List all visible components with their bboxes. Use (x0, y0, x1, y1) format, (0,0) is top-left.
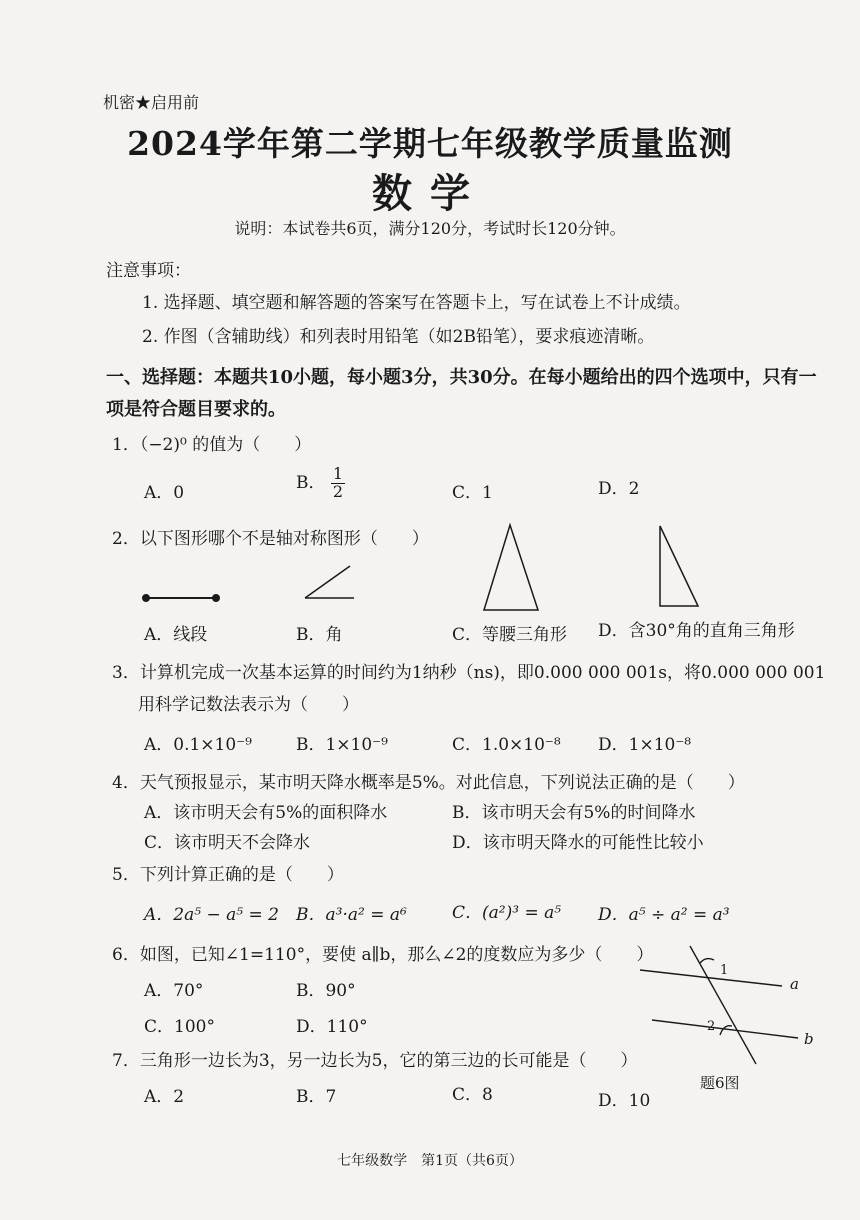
question-3-option-a: A．0.1×10⁻⁹ (144, 735, 252, 755)
question-6-option-a: A．70° (144, 981, 204, 1001)
question-5-stem: 5．下列计算正确的是（ ） (112, 865, 344, 885)
question-7-option-a: A．2 (144, 1087, 185, 1107)
question-1-option-d: D．2 (598, 479, 640, 499)
question-3-option-b: B．1×10⁻⁹ (296, 735, 388, 755)
question-2-option-b: B．角 (296, 625, 343, 645)
question-3-stem: 3．计算机完成一次基本运算的时间约为1纳秒（ns)，即0.000 000 001s，将0.000 000 001 (112, 663, 826, 683)
question-5-option-a: A．2a⁵ − a⁵ = 2 (144, 905, 279, 925)
question-4-option-d: D．该市明天降水的可能性比较小 (452, 833, 704, 853)
question-4-option-c: C．该市明天不会降水 (144, 833, 311, 853)
section-heading: 一、选择题：本题共10小题，每小题3分，共30分。在每小题给出的四个选项中，只有一项是符合题目要求的。 (106, 367, 817, 420)
question-6-option-b: B．90° (296, 981, 356, 1001)
question-3-option-c: C．1.0×10⁻⁸ (452, 735, 561, 755)
fraction-numerator: 1 (332, 464, 344, 483)
question-4-option-b: B．该市明天会有5%的时间降水 (452, 803, 696, 823)
option-b-prefix: B． (296, 472, 326, 493)
question-5-option-c: C．(a²)³ = a⁵ (452, 903, 562, 923)
question-7-option-c: C．8 (452, 1085, 493, 1105)
question-5-option-b: B．a³·a² = a⁶ (296, 905, 407, 925)
question-5-option-d: D．a⁵ ÷ a² = a³ (598, 905, 730, 925)
exam-description: 说明：本试卷共6页，满分120分，考试时长120分钟。 (234, 219, 626, 238)
fraction-denominator: 2 (332, 481, 344, 501)
line-b-label: b (804, 1030, 814, 1048)
line-b (652, 1020, 798, 1038)
confidential-label: 机密★启用前 (103, 93, 200, 112)
question-3-option-d: D．1×10⁻⁸ (598, 735, 692, 755)
question-7-stem: 7．三角形一边长为3，另一边长为5，它的第三边的长可能是（ ） (112, 1051, 638, 1071)
question-6-stem: 6．如图，已知∠1=110°，要使 a∥b，那么∠2的度数应为多少（ ） (112, 945, 654, 965)
notice-item: 2. 作图（含辅助线）和列表时用铅笔（如2B铅笔），要求痕迹清晰。 (142, 327, 655, 347)
question-4-stem: 4．天气预报显示，某市明天降水概率是5%。对此信息，下列说法正确的是（ ） (112, 773, 745, 793)
question-2-option-d: D．含30°角的直角三角形 (598, 621, 795, 641)
notice-heading: 注意事项： (106, 261, 191, 281)
subject-title: 数学 (372, 170, 488, 217)
angle-1-arc (700, 959, 714, 963)
notice-item: 1. 选择题、填空题和解答题的答案写在答题卡上，写在试卷上不计成绩。 (142, 293, 691, 313)
question-7-option-d: D．10 (598, 1091, 651, 1111)
question-2-stem: 2．以下图形哪个不是轴对称图形（ ） (112, 529, 429, 549)
question-3-stem-continued: 用科学记数法表示为（ ） (138, 695, 359, 715)
question-1-option-c: C．1 (452, 483, 493, 503)
question-2-option-c: C．等腰三角形 (452, 625, 568, 645)
question-6-option-c: C．100° (144, 1017, 215, 1037)
figure-6-caption: 题6图 (700, 1074, 740, 1092)
question-7-option-b: B．7 (296, 1087, 337, 1107)
page-footer: 七年级数学 第1页（共6页） (337, 1153, 523, 1169)
question-6-option-d: D．110° (296, 1017, 368, 1037)
question-1-option-a: A．0 (144, 483, 185, 503)
question-4-option-a: A．该市明天会有5%的面积降水 (144, 803, 388, 823)
exam-title: 2024学年第二学期七年级教学质量监测 (127, 124, 733, 163)
question-2-option-a: A．线段 (144, 625, 208, 645)
angle-1-label: 1 (720, 963, 729, 978)
question-1-stem: 1．（−2)⁰ 的值为（ ） (112, 435, 312, 455)
line-a-label: a (790, 975, 799, 993)
angle-2-label: 2 (707, 1019, 716, 1034)
